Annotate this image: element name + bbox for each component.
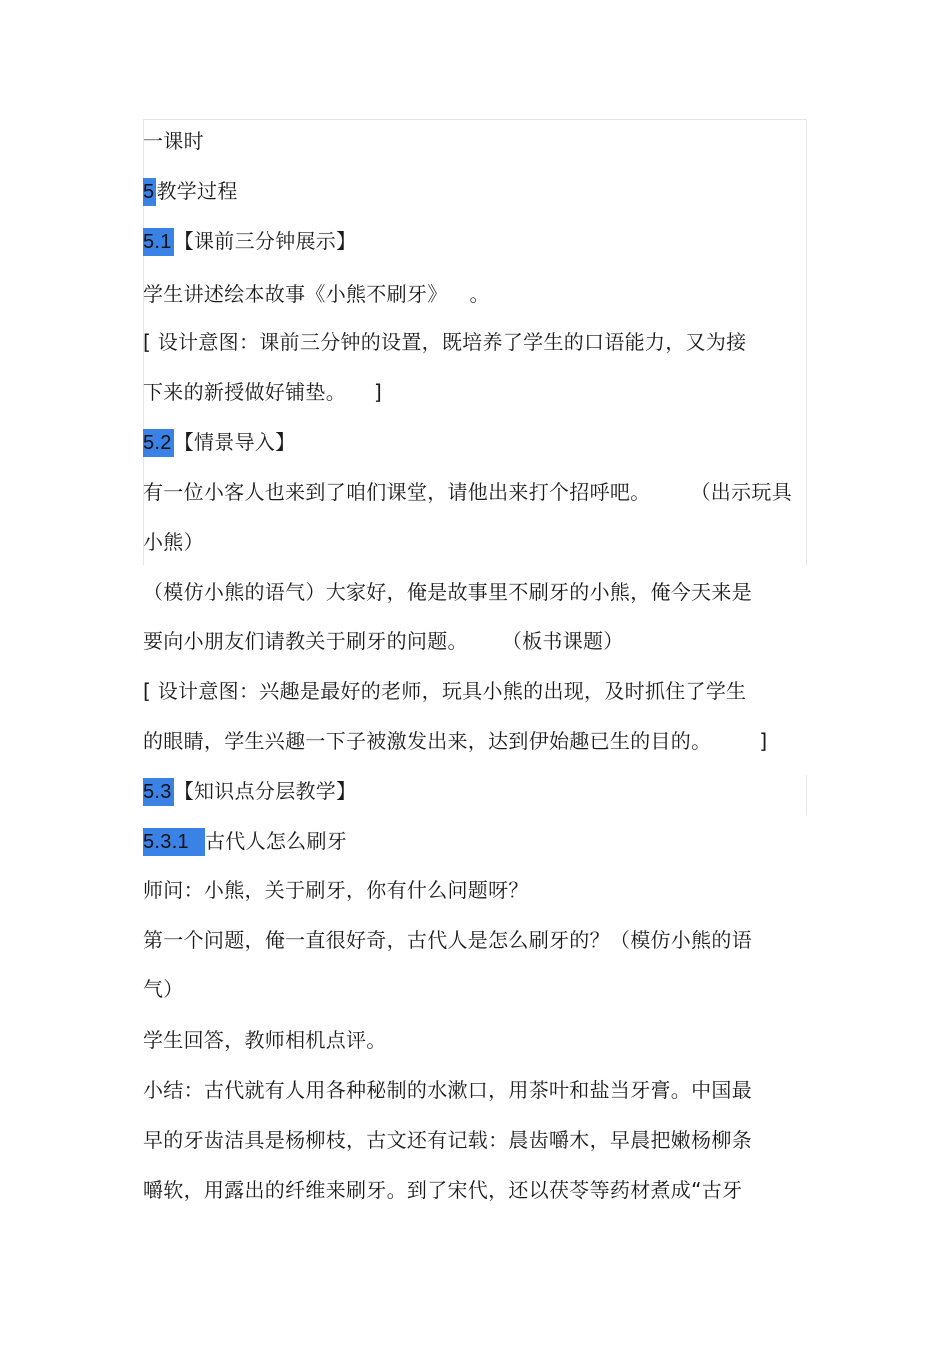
section-title: 【课前三分钟展示】 bbox=[173, 229, 357, 253]
text-line bbox=[143, 1126, 752, 1154]
text-line bbox=[143, 578, 752, 606]
text-line bbox=[143, 378, 382, 406]
text-line bbox=[143, 478, 792, 506]
section-heading bbox=[143, 428, 296, 456]
subsection-title: 古代人怎么刷牙 bbox=[204, 829, 348, 853]
frame-line-top bbox=[143, 119, 807, 120]
line-text: 气） bbox=[143, 977, 184, 1001]
line-text: 下来的新授做好铺垫。 bbox=[143, 380, 346, 404]
line-text: 早的牙齿洁具是杨柳枝，古文还有记载：晨齿嚼木，早晨把嫩杨柳条 bbox=[143, 1128, 752, 1152]
section-title: 【知识点分层教学】 bbox=[173, 779, 357, 803]
line-text: 一课时 bbox=[143, 129, 204, 153]
section-title: 【情景导入】 bbox=[173, 430, 296, 454]
line-text: 第一个问题，俺一直很好奇，古代人是怎么刷牙的？（模仿小熊的语 bbox=[143, 928, 752, 952]
text-line bbox=[143, 727, 768, 755]
text-line bbox=[143, 127, 204, 155]
line-tail: 。 bbox=[469, 282, 490, 306]
line-text: 要向小朋友们请教关于刷牙的问题。 bbox=[143, 629, 468, 653]
section-heading bbox=[143, 777, 356, 805]
text-line bbox=[143, 328, 746, 356]
line-text: 的眼睛，学生兴趣一下子被激发出来，达到伊始趣已生的目的。 bbox=[143, 729, 712, 753]
line-text: [ 设计意图：兴趣是最好的老师，玩具小熊的出现，及时抓住了学生 bbox=[143, 679, 747, 703]
line-text: （模仿小熊的语气）大家好，俺是故事里不刷牙的小熊，俺今天来是 bbox=[143, 580, 752, 604]
text-line bbox=[143, 1176, 742, 1204]
text-line bbox=[143, 528, 204, 556]
section-title: 教学过程 bbox=[156, 179, 238, 203]
section-heading bbox=[143, 177, 238, 205]
section-number: 5.1 bbox=[143, 228, 174, 256]
line-tail: ] bbox=[374, 380, 383, 404]
text-line bbox=[143, 975, 184, 1003]
text-line bbox=[143, 1076, 752, 1104]
text-line bbox=[143, 876, 529, 904]
text-line bbox=[143, 926, 752, 954]
line-tail: （板书课题） bbox=[501, 629, 624, 653]
section-number: 5 bbox=[143, 178, 156, 206]
line-tail: ] bbox=[759, 729, 768, 753]
line-text: 学生讲述绘本故事《小熊不刷牙》 bbox=[143, 282, 448, 306]
subsection-heading bbox=[143, 827, 347, 855]
line-text: 师问：小熊，关于刷牙，你有什么问题呀？ bbox=[143, 878, 529, 902]
subsection-number: 5.3.1 bbox=[143, 828, 205, 856]
line-tail: （出示玩具 bbox=[690, 480, 792, 504]
section-heading bbox=[143, 227, 356, 255]
text-line bbox=[143, 1026, 387, 1054]
line-text: 学生回答，教师相机点评。 bbox=[143, 1028, 387, 1052]
frame-line-right-lower bbox=[806, 775, 807, 815]
section-number: 5.3 bbox=[143, 778, 174, 806]
line-text: 小熊） bbox=[143, 530, 204, 554]
line-text: 有一位小客人也来到了咱们课堂，请他出来打个招呼吧。 bbox=[143, 480, 651, 504]
section-number: 5.2 bbox=[143, 429, 174, 457]
line-text: 小结：古代就有人用各种秘制的水漱口，用茶叶和盐当牙膏。中国最 bbox=[143, 1078, 752, 1102]
text-line bbox=[143, 627, 624, 655]
line-text: 嚼软，用露出的纤维来刷牙。到了宋代，还以茯苓等药材煮成“古牙 bbox=[143, 1178, 743, 1202]
text-line bbox=[143, 280, 490, 308]
text-line bbox=[143, 677, 746, 705]
frame-line-right bbox=[806, 119, 807, 565]
line-text: [ 设计意图：课前三分钟的设置，既培养了学生的口语能力，又为接 bbox=[143, 330, 747, 354]
